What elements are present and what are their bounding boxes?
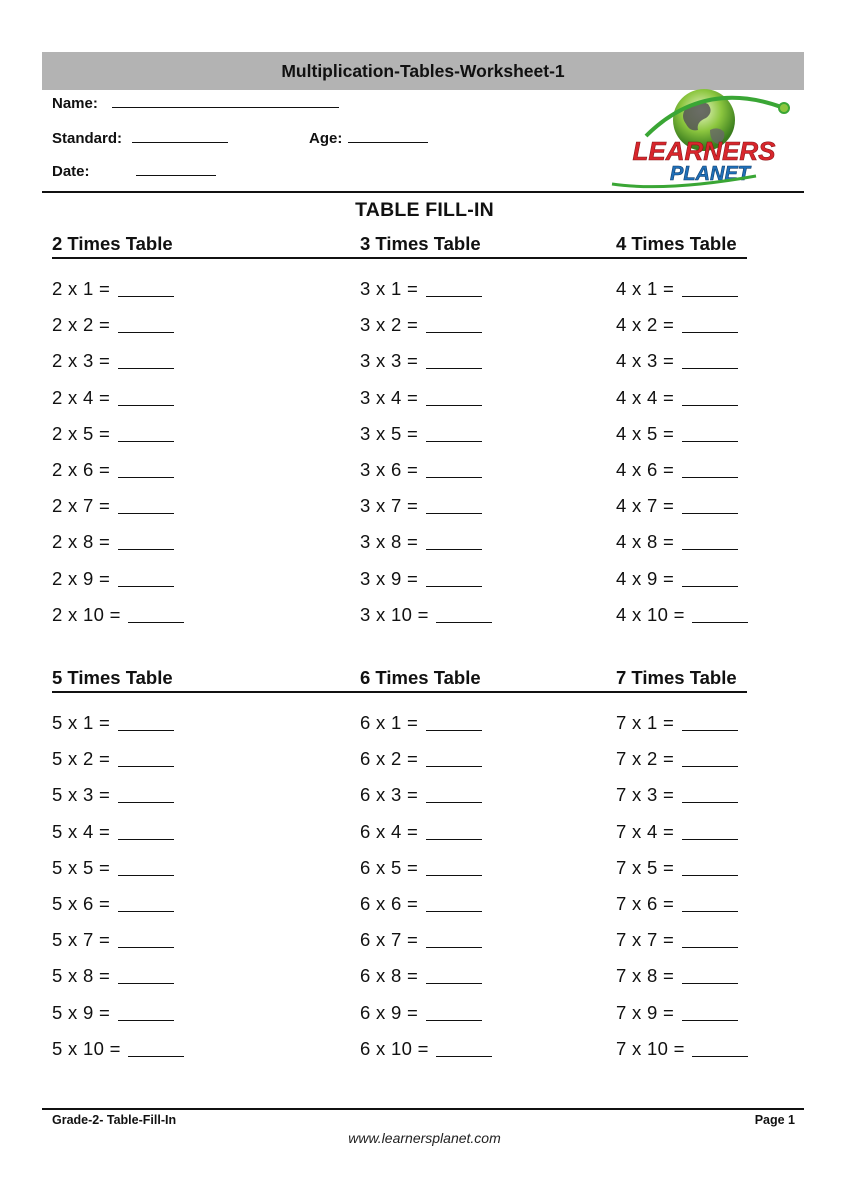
equation-row (616, 922, 849, 958)
answer-blank[interactable] (128, 602, 184, 623)
answer-blank[interactable] (426, 348, 482, 369)
equation-row (616, 777, 849, 813)
answer-blank[interactable] (682, 710, 738, 731)
equation-text: 5 x 10 = (52, 1037, 121, 1059)
equation-row (52, 271, 352, 307)
table-heading-underline (52, 257, 342, 259)
equation-row (616, 488, 849, 524)
equation-text: 6 x 2 = (360, 748, 419, 770)
age-blank[interactable] (348, 129, 428, 143)
name-field (52, 94, 339, 112)
equation-row (360, 814, 660, 850)
answer-blank[interactable] (682, 891, 738, 912)
answer-blank[interactable] (118, 385, 174, 406)
equation-row (360, 886, 660, 922)
date-field (52, 162, 216, 180)
answer-blank[interactable] (426, 421, 482, 442)
answer-blank[interactable] (426, 963, 482, 984)
equation-text: 7 x 3 = (616, 784, 675, 806)
equation-text: 4 x 9 = (616, 567, 675, 589)
equation-row (360, 777, 660, 813)
equation-row (616, 452, 849, 488)
equation-text: 4 x 1 = (616, 278, 675, 299)
equation-row (360, 995, 660, 1031)
equation-text: 7 x 4 = (616, 820, 675, 842)
answer-blank[interactable] (426, 927, 482, 948)
table-6 (360, 666, 660, 1067)
answer-blank[interactable] (682, 963, 738, 984)
equation-text: 5 x 7 = (52, 929, 111, 951)
equation-row (360, 850, 660, 886)
answer-blank[interactable] (426, 710, 482, 731)
equation-row (360, 958, 660, 994)
equation-text: 6 x 5 = (360, 856, 419, 878)
equation-row (616, 850, 849, 886)
equation-text: 5 x 6 = (52, 892, 111, 914)
equation-text: 2 x 9 = (52, 567, 111, 589)
equation-text: 7 x 2 = (616, 748, 675, 770)
table-heading: 3 Times Table (360, 233, 481, 254)
equation-row (616, 271, 849, 307)
answer-blank[interactable] (118, 1000, 174, 1021)
equation-text: 3 x 4 = (360, 386, 419, 408)
equation-text: 6 x 7 = (360, 929, 419, 951)
equation-text: 3 x 1 = (360, 278, 419, 299)
equation-text: 2 x 3 = (52, 350, 111, 372)
equation-text: 7 x 1 = (616, 712, 675, 733)
equation-text: 4 x 6 = (616, 458, 675, 480)
answer-blank[interactable] (118, 457, 174, 478)
equation-text: 6 x 4 = (360, 820, 419, 842)
table-3 (360, 232, 660, 633)
equation-text: 6 x 10 = (360, 1037, 429, 1059)
table-heading-underline (52, 691, 342, 693)
answer-blank[interactable] (682, 312, 738, 333)
date-label: Date: (52, 163, 90, 180)
equation-row (52, 307, 352, 343)
equation-row (360, 307, 660, 343)
standard-field (52, 129, 228, 147)
equation-text: 4 x 8 = (616, 531, 675, 553)
table-2 (52, 232, 352, 633)
equation-row (52, 777, 352, 813)
learners-planet-logo (606, 88, 802, 192)
equation-text: 5 x 8 = (52, 965, 111, 987)
table-7 (616, 666, 849, 1067)
equation-text: 6 x 6 = (360, 892, 419, 914)
table-heading: 5 Times Table (52, 667, 173, 688)
age-label: Age: (309, 130, 343, 147)
answer-blank[interactable] (682, 421, 738, 442)
answer-blank[interactable] (426, 891, 482, 912)
answer-blank[interactable] (682, 385, 738, 406)
table-heading-underline (342, 691, 616, 693)
answer-blank[interactable] (118, 348, 174, 369)
equation-row (616, 416, 849, 452)
answer-blank[interactable] (682, 1000, 738, 1021)
equation-text: 5 x 2 = (52, 748, 111, 770)
standard-blank[interactable] (132, 129, 228, 143)
answer-blank[interactable] (436, 1036, 492, 1057)
table-heading: 4 Times Table (616, 233, 737, 254)
name-label: Name: (52, 95, 98, 112)
answer-blank[interactable] (692, 602, 748, 623)
answer-blank[interactable] (426, 457, 482, 478)
answer-blank[interactable] (682, 529, 738, 550)
answer-blank[interactable] (128, 1036, 184, 1057)
equation-row (616, 380, 849, 416)
name-blank[interactable] (112, 94, 339, 108)
answer-blank[interactable] (682, 855, 738, 876)
answer-blank[interactable] (682, 927, 738, 948)
equation-text: 3 x 3 = (360, 350, 419, 372)
equation-row (360, 380, 660, 416)
equation-row (360, 271, 660, 307)
equation-row (52, 814, 352, 850)
table-heading: 2 Times Table (52, 233, 173, 254)
equation-row (616, 343, 849, 379)
answer-blank[interactable] (692, 1036, 748, 1057)
equation-text: 2 x 2 = (52, 314, 111, 336)
footer-url: www.learnersplanet.com (348, 1130, 501, 1146)
equation-row (52, 452, 352, 488)
equation-row (360, 1031, 660, 1067)
worksheet-title: Multiplication-Tables-Worksheet-1 (42, 52, 804, 90)
answer-blank[interactable] (682, 746, 738, 767)
table-heading-underline (342, 257, 616, 259)
equation-row (52, 380, 352, 416)
table-heading-underline (616, 257, 747, 259)
table-5 (52, 666, 352, 1067)
equation-text: 5 x 5 = (52, 856, 111, 878)
equation-text: 7 x 10 = (616, 1037, 685, 1059)
equation-text: 5 x 1 = (52, 712, 111, 733)
equation-text: 3 x 10 = (360, 603, 429, 625)
answer-blank[interactable] (118, 710, 174, 731)
table-heading-underline (616, 691, 747, 693)
equation-text: 4 x 7 = (616, 495, 675, 517)
answer-blank[interactable] (426, 312, 482, 333)
equation-text: 4 x 10 = (616, 603, 685, 625)
answer-blank[interactable] (426, 385, 482, 406)
equation-row (52, 561, 352, 597)
equation-text: 2 x 7 = (52, 495, 111, 517)
equation-text: 3 x 6 = (360, 458, 419, 480)
answer-blank[interactable] (426, 1000, 482, 1021)
footer-divider (42, 1108, 804, 1110)
answer-blank[interactable] (426, 855, 482, 876)
equation-row (52, 343, 352, 379)
equation-row (616, 995, 849, 1031)
equation-text: 2 x 4 = (52, 386, 111, 408)
equation-row (616, 958, 849, 994)
answer-blank[interactable] (426, 819, 482, 840)
table-4 (616, 232, 849, 633)
answer-blank[interactable] (426, 746, 482, 767)
equation-row (52, 705, 352, 741)
equation-row (360, 343, 660, 379)
equation-row (360, 741, 660, 777)
equation-text: 6 x 8 = (360, 965, 419, 987)
equation-row (360, 452, 660, 488)
equation-text: 7 x 9 = (616, 1001, 675, 1023)
equation-text: 2 x 8 = (52, 531, 111, 553)
answer-blank[interactable] (682, 782, 738, 803)
equation-text: 3 x 8 = (360, 531, 419, 553)
equation-row (360, 488, 660, 524)
equation-row (52, 416, 352, 452)
equation-text: 5 x 9 = (52, 1001, 111, 1023)
equation-text: 7 x 6 = (616, 892, 675, 914)
equation-row (360, 524, 660, 560)
answer-blank[interactable] (436, 602, 492, 623)
answer-blank[interactable] (118, 927, 174, 948)
answer-blank[interactable] (118, 566, 174, 587)
equation-row (360, 705, 660, 741)
standard-label: Standard: (52, 130, 123, 147)
equation-text: 6 x 9 = (360, 1001, 419, 1023)
equation-text: 5 x 3 = (52, 784, 111, 806)
age-field (309, 129, 428, 147)
header-divider (42, 191, 804, 193)
answer-blank[interactable] (426, 566, 482, 587)
equation-row (52, 597, 352, 633)
equation-text: 4 x 4 = (616, 386, 675, 408)
answer-blank[interactable] (118, 746, 174, 767)
answer-blank[interactable] (682, 457, 738, 478)
equation-text: 4 x 3 = (616, 350, 675, 372)
equation-text: 2 x 1 = (52, 278, 111, 299)
equation-text: 4 x 2 = (616, 314, 675, 336)
equation-text: 3 x 9 = (360, 567, 419, 589)
equation-row (360, 561, 660, 597)
logo-text-planet: PLANET (670, 163, 750, 185)
equation-text: 3 x 7 = (360, 495, 419, 517)
equation-text: 2 x 5 = (52, 422, 111, 444)
equation-text: 3 x 2 = (360, 314, 419, 336)
equation-text: 6 x 1 = (360, 712, 419, 733)
equation-row (360, 416, 660, 452)
equation-text: 4 x 5 = (616, 422, 675, 444)
answer-blank[interactable] (118, 421, 174, 442)
equation-row (52, 524, 352, 560)
equation-row (52, 886, 352, 922)
answer-blank[interactable] (682, 566, 738, 587)
answer-blank[interactable] (426, 529, 482, 550)
answer-blank[interactable] (118, 782, 174, 803)
answer-blank[interactable] (118, 855, 174, 876)
footer-grade: Grade-2- Table-Fill-In (52, 1113, 177, 1127)
equation-text: 3 x 5 = (360, 422, 419, 444)
equation-row (360, 597, 660, 633)
answer-blank[interactable] (426, 276, 482, 297)
answer-blank[interactable] (118, 529, 174, 550)
equation-row (616, 741, 849, 777)
answer-blank[interactable] (682, 819, 738, 840)
footer-page-number: Page 1 (754, 1113, 795, 1127)
answer-blank[interactable] (426, 493, 482, 514)
answer-blank[interactable] (118, 963, 174, 984)
answer-blank[interactable] (682, 276, 738, 297)
table-heading: 6 Times Table (360, 667, 481, 688)
equation-row (616, 524, 849, 560)
equation-text: 6 x 3 = (360, 784, 419, 806)
equation-row (616, 814, 849, 850)
equation-row (52, 1031, 352, 1067)
answer-blank[interactable] (682, 493, 738, 514)
equation-row (52, 850, 352, 886)
date-blank[interactable] (136, 162, 216, 176)
answer-blank[interactable] (118, 819, 174, 840)
equation-text: 7 x 5 = (616, 856, 675, 878)
equation-row (616, 886, 849, 922)
equation-row (360, 922, 660, 958)
answer-blank[interactable] (426, 782, 482, 803)
equation-text: 7 x 8 = (616, 965, 675, 987)
equation-row (52, 488, 352, 524)
section-title: TABLE FILL-IN (355, 199, 494, 221)
equation-text: 2 x 10 = (52, 603, 121, 625)
answer-blank[interactable] (682, 348, 738, 369)
answer-blank[interactable] (118, 891, 174, 912)
equation-text: 5 x 4 = (52, 820, 111, 842)
equation-row (616, 561, 849, 597)
equation-row (616, 307, 849, 343)
logo-text-learners: LEARNERS (632, 136, 776, 166)
answer-blank[interactable] (118, 493, 174, 514)
equation-row (616, 1031, 849, 1067)
equation-row (52, 741, 352, 777)
equation-text: 7 x 7 = (616, 929, 675, 951)
equation-row (52, 922, 352, 958)
equation-row (616, 597, 849, 633)
table-heading: 7 Times Table (616, 667, 737, 688)
equation-row (52, 958, 352, 994)
answer-blank[interactable] (118, 276, 174, 297)
equation-row (52, 995, 352, 1031)
equation-text: 2 x 6 = (52, 458, 111, 480)
answer-blank[interactable] (118, 312, 174, 333)
equation-row (616, 705, 849, 741)
